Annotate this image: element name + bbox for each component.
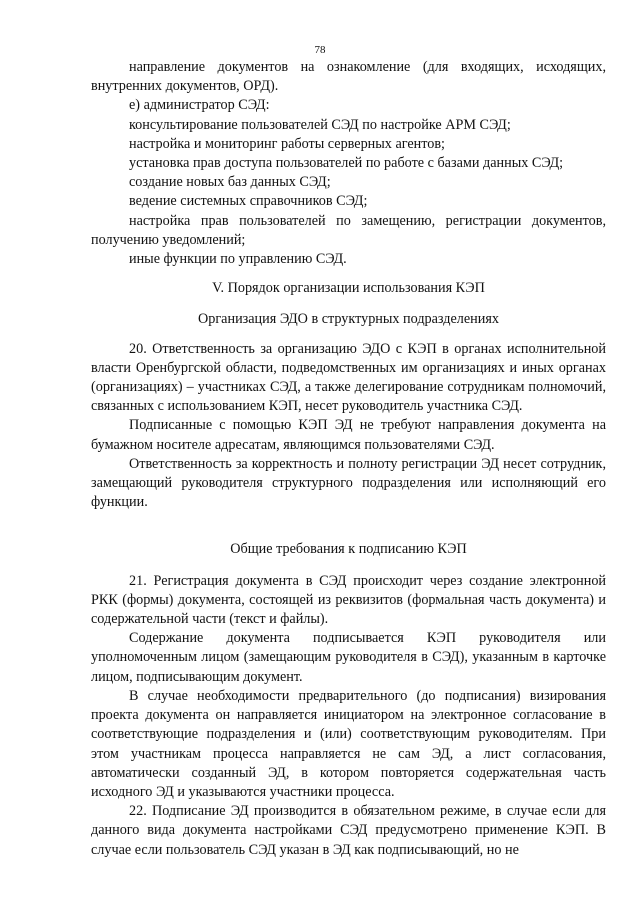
list-item: создание новых баз данных СЭД; [129, 174, 331, 191]
list-item: настройка и мониторинг работы серверных агентов; [129, 135, 446, 152]
subheading-edo: Организация ЭДО в структурных подразделениях [198, 311, 499, 328]
list-item: настройка прав пользователей по замещению, регистрации документов, получению уведомлений; [91, 212, 606, 248]
list-item: консультирование пользователей СЭД по настройке АРМ СЭД; [129, 116, 511, 133]
paragraph-21: 21. Регистрация документа в СЭД происходит через создание электронной РКК (формы) документа, состоящей из реквизитов (формальная часть документа) и содержательной части (текст и файлы). [91, 572, 606, 628]
list-item: иные функции по управлению СЭД. [129, 251, 347, 268]
list-item: установка прав доступа пользователей по работе с базами данных СЭД; [129, 155, 564, 172]
paragraph: В случае необходимости предварительного (до подписания) визирования проекта документа он направляется инициатором на электронное согласование в соответствующие подразделения и (или) соответствующим руководителям. При этом участникам процесса направляется не сам ЭД, а лист согласования, автоматически созданный ЭД, в котором повторяется содержательная часть исходного ЭД и указываются участники процесса. [91, 687, 606, 800]
list-item: е) администратор СЭД: [129, 97, 270, 114]
document-body [91, 58, 606, 860]
paragraph: Ответственность за корректность и полноту регистрации ЭД несет сотрудник, замещающий руководителя структурного подразделения или исполняющий его функции. [91, 455, 606, 511]
paragraph: Подписанные с помощью КЭП ЭД не требуют направления документа на бумажном носителе адресатам, являющимся пользователями СЭД. [91, 417, 606, 453]
page-number: 78 [314, 44, 326, 56]
paragraph-22: 22. Подписание ЭД производится в обязательном режиме, в случае если для данного вида документа настройками СЭД предусмотрено применение КЭП. В случае если пользователь СЭД указан в ЭД как подписывающий, но не [91, 803, 606, 858]
subheading-general: Общие требования к подписанию КЭП [230, 541, 467, 558]
paragraph: Содержание документа подписывается КЭП руководителя или уполномоченным лицом (замещающим руководителя в СЭД), указанным в карточке лицом, подписывающим документ. [91, 630, 606, 685]
list-item: направление документов на ознакомление (для входящих, исходящих, внутренних документов, ОРД). [91, 59, 606, 95]
list-item: ведение системных справочников СЭД; [129, 193, 368, 210]
section-heading: V. Порядок организации использования КЭП [212, 280, 485, 297]
paragraph-20: 20. Ответственность за организацию ЭДО с КЭП в органах исполнительной власти Оренбургской области, подведомственных им организациях и иных органах (организациях) – участниках СЭД, а также делегирование сотрудникам полномочий, связанных с использованием КЭП, несет руководитель участника СЭД. [91, 340, 606, 415]
